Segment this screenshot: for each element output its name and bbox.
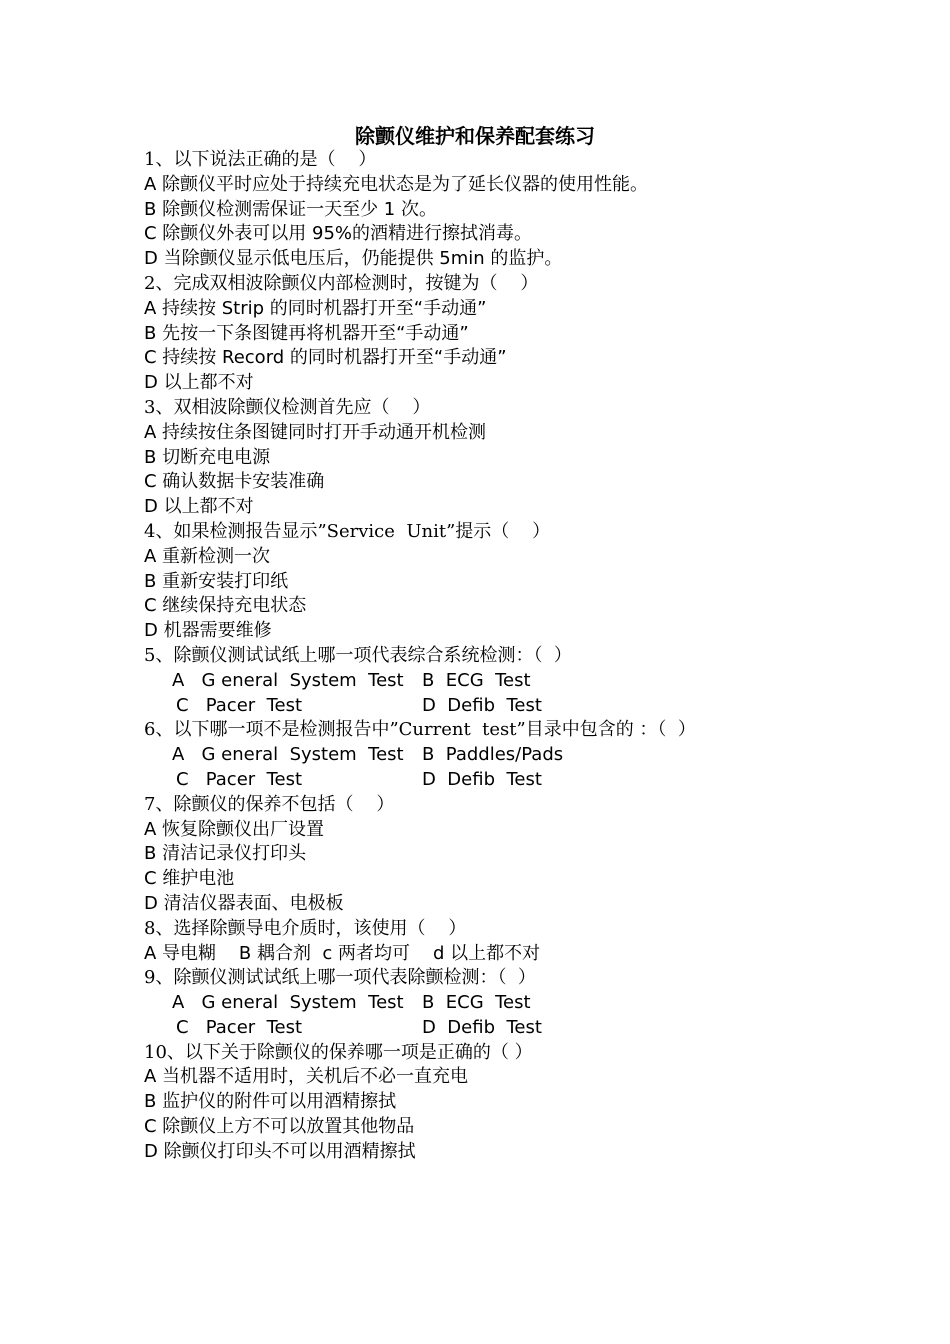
question-10-option-b: B 监护仪的附件可以用酒精擦拭 bbox=[144, 1091, 397, 1113]
question-4-option-d: D 机器需要维修 bbox=[144, 620, 272, 642]
question-9-options-row-1 bbox=[144, 991, 844, 1016]
question-6-option-a: A G eneral System Test bbox=[172, 744, 404, 766]
question-3-option-c: C 确认数据卡安装准确 bbox=[144, 471, 325, 493]
question-1-stem: 1、以下说法正确的是（ ） bbox=[144, 149, 377, 170]
question-8-options: A 导电糊 B 耦合剂 c 两者均可 d 以上都不对 bbox=[144, 942, 541, 964]
question-9-option-c: C Pacer Test bbox=[176, 1016, 303, 1038]
question-5-stem: 5、除颤仪测试试纸上哪一项代表综合系统检测：（ ） bbox=[144, 644, 572, 666]
question-7-option-c: C 维护电池 bbox=[144, 868, 235, 890]
question-1-option-a: A 除颤仪平时应处于持续充电状态是为了延长仪器的使用性能。 bbox=[144, 173, 649, 195]
question-7-stem: 7、除颤仪的保养不包括（ ） bbox=[144, 793, 395, 815]
question-10-option-d: D 除颤仪打印头不可以用酒精擦拭 bbox=[144, 1140, 416, 1162]
question-list bbox=[144, 148, 844, 1165]
question-3-option-b: B 切断充电电源 bbox=[144, 446, 271, 468]
question-7-option-a: A 恢复除颤仪出厂设置 bbox=[144, 818, 325, 840]
question-1-option-d: D 当除颤仪显示低电压后，仍能提供 5min 的监护。 bbox=[144, 248, 563, 270]
question-2-option-c: C 持续按 Record 的同时机器打开至“手动通” bbox=[144, 347, 507, 369]
question-9-option-a: A G eneral System Test bbox=[172, 992, 404, 1014]
question-9-options-row-2 bbox=[144, 1016, 844, 1041]
question-3-option-a: A 持续按住条图键同时打开手动通开机检测 bbox=[144, 421, 487, 443]
question-2-option-d: D 以上都不对 bbox=[144, 372, 254, 394]
question-6-stem: 6、以下哪一项不是检测报告中”Current test”目录中包含的 ：（ ） bbox=[144, 719, 696, 741]
question-5-option-d: D Defib Test bbox=[422, 694, 542, 716]
question-3-option-d: D 以上都不对 bbox=[144, 496, 254, 518]
question-6-options-row-2 bbox=[144, 768, 844, 793]
question-5-options-row-1 bbox=[144, 669, 844, 694]
question-5-option-c: C Pacer Test bbox=[176, 694, 303, 716]
question-10-option-c: C 除颤仪上方不可以放置其他物品 bbox=[144, 1116, 415, 1138]
question-8-stem: 8、选择除颤导电介质时，该使用（ ） bbox=[144, 917, 467, 939]
question-5-option-b: B ECG Test bbox=[422, 669, 531, 691]
question-9-option-b: B ECG Test bbox=[422, 992, 531, 1014]
question-2-option-b: B 先按一下条图键再将机器开至“手动通” bbox=[144, 322, 469, 344]
question-9-option-d: D Defib Test bbox=[422, 1016, 542, 1038]
question-2-stem: 2、完成双相波除颤仪内部检测时，按键为（ ） bbox=[144, 272, 539, 294]
question-4-stem: 4、如果检测报告显示”Service Unit”提示（ ） bbox=[144, 520, 551, 542]
document-title: 除颤仪维护和保养配套练习 bbox=[355, 124, 595, 148]
question-4-option-a: A 重新检测一次 bbox=[144, 545, 271, 567]
question-10-option-a: A 当机器不适用时，关机后不必一直充电 bbox=[144, 1066, 469, 1088]
question-7-option-d: D 清洁仪器表面、电极板 bbox=[144, 892, 344, 914]
question-1-option-c: C 除颤仪外表可以用 95%的酒精进行擦拭消毒。 bbox=[144, 223, 533, 245]
question-1-option-b: B 除颤仪检测需保证一天至少 1 次。 bbox=[144, 198, 437, 220]
question-9-stem: 9、除颤仪测试试纸上哪一项代表除颤检测：（ ） bbox=[144, 967, 536, 989]
question-2-option-a: A 持续按 Strip 的同时机器打开至“手动通” bbox=[144, 297, 487, 319]
question-10-stem: 10、以下关于除颤仪的保养哪一项是正确的（ ） bbox=[144, 1041, 533, 1063]
question-4-option-b: B 重新安装打印纸 bbox=[144, 570, 289, 592]
question-5-options-row-2 bbox=[144, 694, 844, 719]
question-7-option-b: B 清洁记录仪打印头 bbox=[144, 843, 307, 865]
question-6-option-d: D Defib Test bbox=[422, 768, 542, 790]
question-5-option-a: A G eneral System Test bbox=[172, 669, 404, 691]
question-6-option-b: B Paddles/Pads bbox=[422, 744, 564, 766]
question-6-option-c: C Pacer Test bbox=[176, 768, 303, 790]
question-4-option-c: C 继续保持充电状态 bbox=[144, 595, 307, 617]
question-6-options-row-1 bbox=[144, 743, 844, 768]
question-3-stem: 3、双相波除颤仪检测首先应（ ） bbox=[144, 396, 431, 418]
